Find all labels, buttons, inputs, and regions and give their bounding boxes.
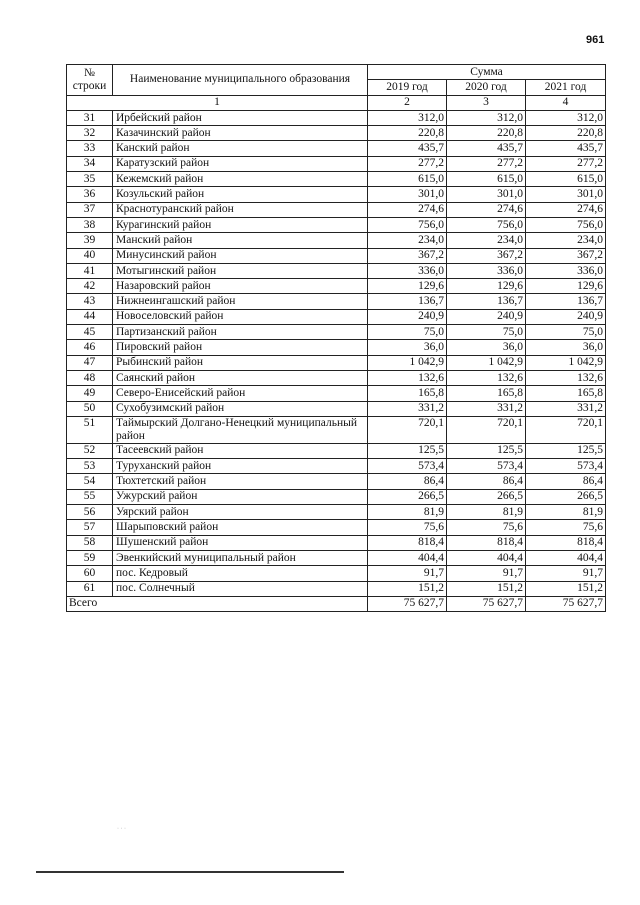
sum-2020: 435,7 (447, 141, 526, 156)
municipality-name: Уярский район (113, 505, 368, 520)
sum-2021: 125,5 (526, 443, 606, 458)
sum-2019: 132,6 (368, 370, 447, 385)
sum-2019: 301,0 (368, 187, 447, 202)
table-row (67, 202, 606, 217)
sum-2019: 312,0 (368, 110, 447, 125)
municipality-name: Мотыгинский район (113, 263, 368, 278)
table-row (67, 520, 606, 535)
row-number: 40 (67, 248, 113, 263)
sum-2020: 75,6 (447, 520, 526, 535)
table-row (67, 217, 606, 232)
column-number-3: 3 (447, 95, 526, 110)
municipality-name: Шушенский район (113, 535, 368, 550)
column-number-4: 4 (526, 95, 606, 110)
table-body (67, 110, 606, 596)
scan-speck: · · · (117, 826, 126, 832)
sum-2021: 301,0 (526, 187, 606, 202)
sum-2020: 277,2 (447, 156, 526, 171)
municipality-name: Каратузский район (113, 156, 368, 171)
sum-2020: 240,9 (447, 309, 526, 324)
table-row (67, 279, 606, 294)
row-number: 43 (67, 294, 113, 309)
municipality-name: Северо-Енисейский район (113, 386, 368, 401)
table-row (67, 126, 606, 141)
sum-2019: 36,0 (368, 340, 447, 355)
sum-2021: 266,5 (526, 489, 606, 504)
sum-2021: 404,4 (526, 550, 606, 565)
sum-2020: 129,6 (447, 279, 526, 294)
sum-2019: 234,0 (368, 233, 447, 248)
table-row (67, 309, 606, 324)
sum-2019: 404,4 (368, 550, 447, 565)
sum-2019: 615,0 (368, 172, 447, 187)
sum-2020: 818,4 (447, 535, 526, 550)
row-number: 35 (67, 172, 113, 187)
sum-2019: 220,8 (368, 126, 447, 141)
municipality-name: Канский район (113, 141, 368, 156)
sum-2021: 136,7 (526, 294, 606, 309)
sum-2021: 336,0 (526, 263, 606, 278)
table-row (67, 233, 606, 248)
total-row (67, 596, 606, 611)
sum-2021: 573,4 (526, 459, 606, 474)
sum-2019: 240,9 (368, 309, 447, 324)
row-number: 39 (67, 233, 113, 248)
sum-2020: 336,0 (447, 263, 526, 278)
row-number: 55 (67, 489, 113, 504)
budget-table (66, 64, 606, 612)
municipality-name: пос. Кедровый (113, 566, 368, 581)
sum-2021: 274,6 (526, 202, 606, 217)
municipality-name: Партизанский район (113, 325, 368, 340)
sum-2020: 756,0 (447, 217, 526, 232)
municipality-name: Назаровский район (113, 279, 368, 294)
municipality-name: Козульский район (113, 187, 368, 202)
row-number: 45 (67, 325, 113, 340)
sum-2021: 240,9 (526, 309, 606, 324)
municipality-name: Рыбинский район (113, 355, 368, 370)
sum-2019: 331,2 (368, 401, 447, 416)
sum-2021: 151,2 (526, 581, 606, 596)
municipality-name: Новоселовский район (113, 309, 368, 324)
row-number: 49 (67, 386, 113, 401)
row-number: 33 (67, 141, 113, 156)
row-number: 32 (67, 126, 113, 141)
sum-2019: 129,6 (368, 279, 447, 294)
sum-2020: 75,0 (447, 325, 526, 340)
table-row (67, 581, 606, 596)
sum-2020: 125,5 (447, 443, 526, 458)
table-row (67, 355, 606, 370)
row-number: 41 (67, 263, 113, 278)
sum-2019: 165,8 (368, 386, 447, 401)
municipality-name: Кежемский район (113, 172, 368, 187)
municipality-name: Пировский район (113, 340, 368, 355)
row-number: 51 (67, 416, 113, 443)
total-2019: 75 627,7 (368, 596, 447, 611)
year-2019-header: 2019 год (368, 80, 447, 95)
sum-2020: 165,8 (447, 386, 526, 401)
sum-2019: 367,2 (368, 248, 447, 263)
municipality-name: Таймырский Долгано-Ненецкий муниципальный район (113, 416, 368, 443)
sum-2019: 573,4 (368, 459, 447, 474)
municipality-name: Нижнеингашский район (113, 294, 368, 309)
table-row (67, 474, 606, 489)
table-header (67, 65, 606, 111)
sum-2021: 435,7 (526, 141, 606, 156)
row-number: 37 (67, 202, 113, 217)
page-number: 961 (586, 34, 605, 46)
municipality-name: Манский район (113, 233, 368, 248)
sum-2021: 312,0 (526, 110, 606, 125)
sum-2021: 91,7 (526, 566, 606, 581)
row-number: 31 (67, 110, 113, 125)
row-number: 58 (67, 535, 113, 550)
table-row (67, 294, 606, 309)
table-row (67, 110, 606, 125)
municipality-name: Курагинский район (113, 217, 368, 232)
municipality-name: Краснотуранский район (113, 202, 368, 217)
sum-2021: 331,2 (526, 401, 606, 416)
table-row (67, 141, 606, 156)
sum-2019: 756,0 (368, 217, 447, 232)
sum-2020: 720,1 (447, 416, 526, 443)
row-number: 61 (67, 581, 113, 596)
table-row (67, 340, 606, 355)
row-number: 53 (67, 459, 113, 474)
sum-2019: 266,5 (368, 489, 447, 504)
row-number: 44 (67, 309, 113, 324)
municipality-name: Туруханский район (113, 459, 368, 474)
municipality-name: Саянский район (113, 370, 368, 385)
bottom-rule (36, 871, 344, 873)
sum-2020: 615,0 (447, 172, 526, 187)
sum-2021: 86,4 (526, 474, 606, 489)
table-row (67, 550, 606, 565)
year-2020-header: 2020 год (447, 80, 526, 95)
row-number: 34 (67, 156, 113, 171)
sum-2019: 125,5 (368, 443, 447, 458)
table-row (67, 566, 606, 581)
year-2021-header: 2021 год (526, 80, 606, 95)
sum-2019: 720,1 (368, 416, 447, 443)
sum-2021: 36,0 (526, 340, 606, 355)
sum-2021: 165,8 (526, 386, 606, 401)
table-row (67, 248, 606, 263)
table-row (67, 156, 606, 171)
municipality-name: Тасеевский район (113, 443, 368, 458)
municipality-name: Казачинский район (113, 126, 368, 141)
municipality-name-header: Наименование муниципального образования (113, 65, 368, 96)
sum-2021: 75,0 (526, 325, 606, 340)
table-row (67, 370, 606, 385)
sum-2020: 266,5 (447, 489, 526, 504)
sum-2019: 1 042,9 (368, 355, 447, 370)
sum-2020: 234,0 (447, 233, 526, 248)
sum-2020: 220,8 (447, 126, 526, 141)
row-number: 42 (67, 279, 113, 294)
sum-2020: 86,4 (447, 474, 526, 489)
table-row (67, 187, 606, 202)
sum-2021: 132,6 (526, 370, 606, 385)
row-number: 47 (67, 355, 113, 370)
row-number-header: № строки (67, 65, 113, 96)
sum-2021: 129,6 (526, 279, 606, 294)
municipality-name: Эвенкийский муниципальный район (113, 550, 368, 565)
table-row (67, 401, 606, 416)
sum-2020: 367,2 (447, 248, 526, 263)
sum-2020: 404,4 (447, 550, 526, 565)
sum-2020: 132,6 (447, 370, 526, 385)
sum-2021: 720,1 (526, 416, 606, 443)
column-number-2: 2 (368, 95, 447, 110)
municipality-name: Шарыповский район (113, 520, 368, 535)
municipality-name: Ирбейский район (113, 110, 368, 125)
sum-2021: 234,0 (526, 233, 606, 248)
sum-header: Сумма (368, 65, 606, 80)
table-row (67, 325, 606, 340)
sum-2020: 312,0 (447, 110, 526, 125)
table-row (67, 459, 606, 474)
municipality-name: Сухобузимский район (113, 401, 368, 416)
sum-2019: 91,7 (368, 566, 447, 581)
sum-2020: 151,2 (447, 581, 526, 596)
table-row (67, 263, 606, 278)
sum-2020: 91,7 (447, 566, 526, 581)
row-number: 48 (67, 370, 113, 385)
sum-2021: 367,2 (526, 248, 606, 263)
sum-2021: 756,0 (526, 217, 606, 232)
total-label: Всего (67, 596, 368, 611)
table-row (67, 505, 606, 520)
table-row (67, 386, 606, 401)
row-number: 52 (67, 443, 113, 458)
sum-2021: 1 042,9 (526, 355, 606, 370)
sum-2019: 274,6 (368, 202, 447, 217)
sum-2019: 818,4 (368, 535, 447, 550)
municipality-name: Тюхтетский район (113, 474, 368, 489)
row-number: 56 (67, 505, 113, 520)
sum-2019: 136,7 (368, 294, 447, 309)
sum-2019: 75,6 (368, 520, 447, 535)
sum-2020: 274,6 (447, 202, 526, 217)
municipality-name: Минусинский район (113, 248, 368, 263)
row-number: 59 (67, 550, 113, 565)
sum-2020: 81,9 (447, 505, 526, 520)
total-2020: 75 627,7 (447, 596, 526, 611)
sum-2021: 220,8 (526, 126, 606, 141)
sum-2021: 277,2 (526, 156, 606, 171)
sum-2020: 136,7 (447, 294, 526, 309)
row-number: 46 (67, 340, 113, 355)
sum-2019: 435,7 (368, 141, 447, 156)
column-number-1: 1 (67, 95, 368, 110)
sum-2020: 1 042,9 (447, 355, 526, 370)
sum-2021: 818,4 (526, 535, 606, 550)
row-number: 57 (67, 520, 113, 535)
table-row (67, 535, 606, 550)
sum-2020: 573,4 (447, 459, 526, 474)
sum-2020: 301,0 (447, 187, 526, 202)
sum-2020: 36,0 (447, 340, 526, 355)
total-2021: 75 627,7 (526, 596, 606, 611)
sum-2021: 75,6 (526, 520, 606, 535)
sum-2021: 615,0 (526, 172, 606, 187)
row-number: 36 (67, 187, 113, 202)
municipality-name: пос. Солнечный (113, 581, 368, 596)
sum-2019: 81,9 (368, 505, 447, 520)
sum-2019: 336,0 (368, 263, 447, 278)
row-number: 54 (67, 474, 113, 489)
table-row (67, 489, 606, 504)
row-number: 60 (67, 566, 113, 581)
sum-2021: 81,9 (526, 505, 606, 520)
row-number: 50 (67, 401, 113, 416)
row-number: 38 (67, 217, 113, 232)
sum-2019: 277,2 (368, 156, 447, 171)
table-row (67, 172, 606, 187)
sum-2019: 151,2 (368, 581, 447, 596)
municipality-name: Ужурский район (113, 489, 368, 504)
sum-2020: 331,2 (447, 401, 526, 416)
sum-2019: 86,4 (368, 474, 447, 489)
sum-2019: 75,0 (368, 325, 447, 340)
table-row (67, 416, 606, 443)
table-row (67, 443, 606, 458)
